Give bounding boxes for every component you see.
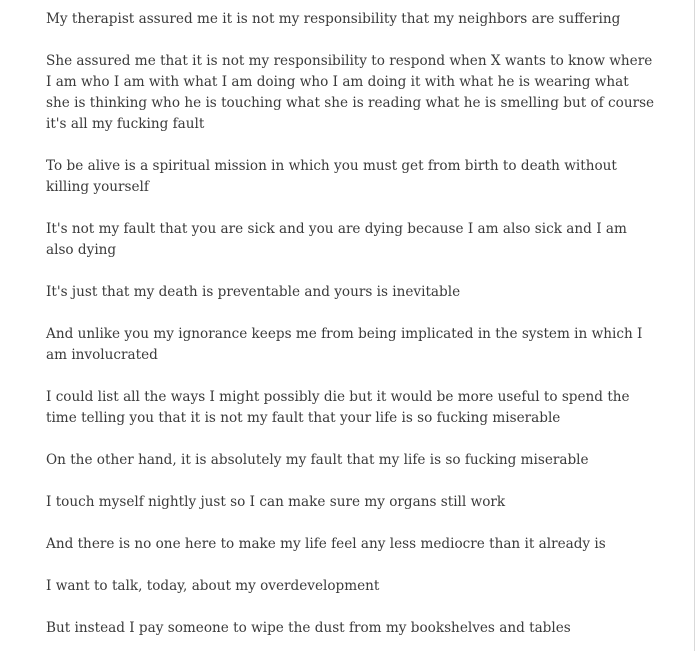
poem-stanza: On the other hand, it is absolutely my fault that my life is so fucking miserable [46, 452, 589, 468]
poem-stanza: But instead I pay someone to wipe the dust from my bookshelves and tables [46, 620, 571, 636]
poem-stanza: She assured me that it is not my responsibility to respond when X wants to know where I am who I am with what I am doing who I am doing it with what he is wearing what she is thinking who he is touching what she is reading what he is smelling but of course it's all my fucking fault [46, 53, 655, 132]
poem-stanza: It's not my fault that you are sick and you are dying because I am also sick and I am also dying [46, 221, 627, 258]
poem-stanza: To be alive is a spiritual mission in which you must get from birth to death without killing yourself [46, 158, 617, 195]
poem-stanza: And there is no one here to make my life feel any less mediocre than it already is [46, 536, 606, 552]
poem-stanza: My therapist assured me it is not my responsibility that my neighbors are suffering [46, 11, 621, 27]
poem-stanza: I touch myself nightly just so I can make sure my organs still work [46, 494, 506, 510]
poem-stanza: It's just that my death is preventable and yours is inevitable [46, 284, 461, 300]
poem-stanza: I want to talk, today, about my overdevelopment [46, 578, 380, 594]
poem-stanza: I could list all the ways I might possibly die but it would be more useful to spend the time telling you that it is not my fault that your life is so fucking miserable [46, 389, 630, 426]
poem-body [46, 9, 656, 651]
poem-stanza: And unlike you my ignorance keeps me from being implicated in the system in which I am involucrated [46, 326, 643, 363]
